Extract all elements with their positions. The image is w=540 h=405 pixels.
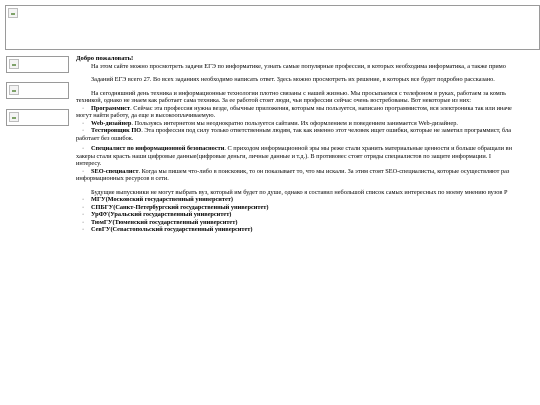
tasks-paragraph: Заданий ЕГЭ всего 27. Во всех заданиях необходимо написать ответ. Здесь можно просмотреть их решение, в которых все будет подробно рассказано. — [91, 76, 495, 83]
grads-paragraph: Будущие выпускники не могут выбрать вуз, который им будет по душе, однако я составил небольшой список самых интересных по моему мнению вузов Р — [91, 188, 508, 196]
tech-paragraph-line2: техникой, однако не знаем как работает сама техника. За ее работой стоят люди, чьи профессии сейчас очень востребованы. Вот некоторые из них: — [76, 97, 472, 104]
welcome-heading: Добро пожаловать! — [76, 55, 134, 62]
list-item: · МГУ(Московский государственный университет) — [76, 196, 540, 204]
sidebar-image-3[interactable] — [6, 109, 69, 126]
profession-continuation: хакеры стали красть наши цифровые данные(цифровые деньги, личные данные и т.д.). В противовес стоят отряды специалистов по защите информации. I — [76, 152, 491, 160]
list-item: · Программист. Сейчас эта профессия нужна везде, обычные приложения, которым мы пользуется, написано программистом, вся электроника так или иначе — [76, 105, 540, 113]
profession-title: SEO-специалист — [91, 167, 139, 175]
list-item: · СПБГУ(Санкт-Петербургский государственный университет) — [76, 204, 540, 212]
profession-continuation: информационных ресурсов в сети. — [76, 175, 169, 182]
list-item: · Специалист по информационной безопасности. С приходом информационной эры мы реже стали хранить материальные ценности и больше обращали вн — [76, 145, 540, 153]
profession-continuation: интересу. — [76, 160, 102, 167]
list-item: · SEO-специалист. Когда мы пишем что-либо в поисковик, то он показывает то, что мы искали. За этим стоят SEO-специалисты, которые осуществляют раз — [76, 168, 540, 176]
sidebar-image-1[interactable] — [6, 56, 69, 73]
intro-paragraph: На этом сайте можно просмотреть задачи ЕГЭ по информатике, узнать самые популярные профессии, в которых необходима информатика, а также примо — [91, 62, 506, 70]
profession-title: Тестировщик ПО — [91, 127, 142, 134]
profession-title: Специалист по информационной безопасности — [91, 145, 225, 152]
list-item: · СевГУ(Севастопольский государственный университет) — [76, 226, 540, 234]
broken-image-icon — [9, 112, 19, 122]
main-content — [76, 55, 540, 234]
tech-paragraph-line1: На сегодняшний день техника и информационные технологии плотно связаны с нашей жизнью. Мы просыпаемся с телефоном в руках, работаем за компь — [91, 89, 506, 97]
list-item: · ТюмГУ(Тюменский государственный университет) — [76, 219, 540, 227]
list-item: · Тестировщик ПО. Эта профессия под силу только ответственным людям, так как именно этот человек ищет ошибки, которые не заметил программист, бла — [76, 127, 540, 135]
list-item: · Web-дизайнер. Пользуясь интернетом мы неоднократно пользуется сайтами. Их оформлением и поведением занимается Web-дизайнер. — [76, 120, 540, 128]
profession-continuation: могут найти работу, да еще и высокооплачиваемую. — [76, 112, 216, 119]
broken-image-icon — [8, 8, 18, 18]
broken-image-icon — [9, 85, 19, 95]
list-item: · УрФУ(Уральский государственный университет) — [76, 211, 540, 219]
profession-title: Web-дизайнер — [91, 119, 132, 127]
banner-image — [5, 5, 540, 50]
profession-title: Программист — [91, 104, 131, 112]
sidebar-image-2[interactable] — [6, 82, 69, 99]
professions-list — [76, 105, 540, 113]
broken-image-icon — [9, 59, 19, 69]
profession-continuation: работает без ошибок. — [76, 134, 134, 142]
universities-list — [76, 196, 540, 234]
